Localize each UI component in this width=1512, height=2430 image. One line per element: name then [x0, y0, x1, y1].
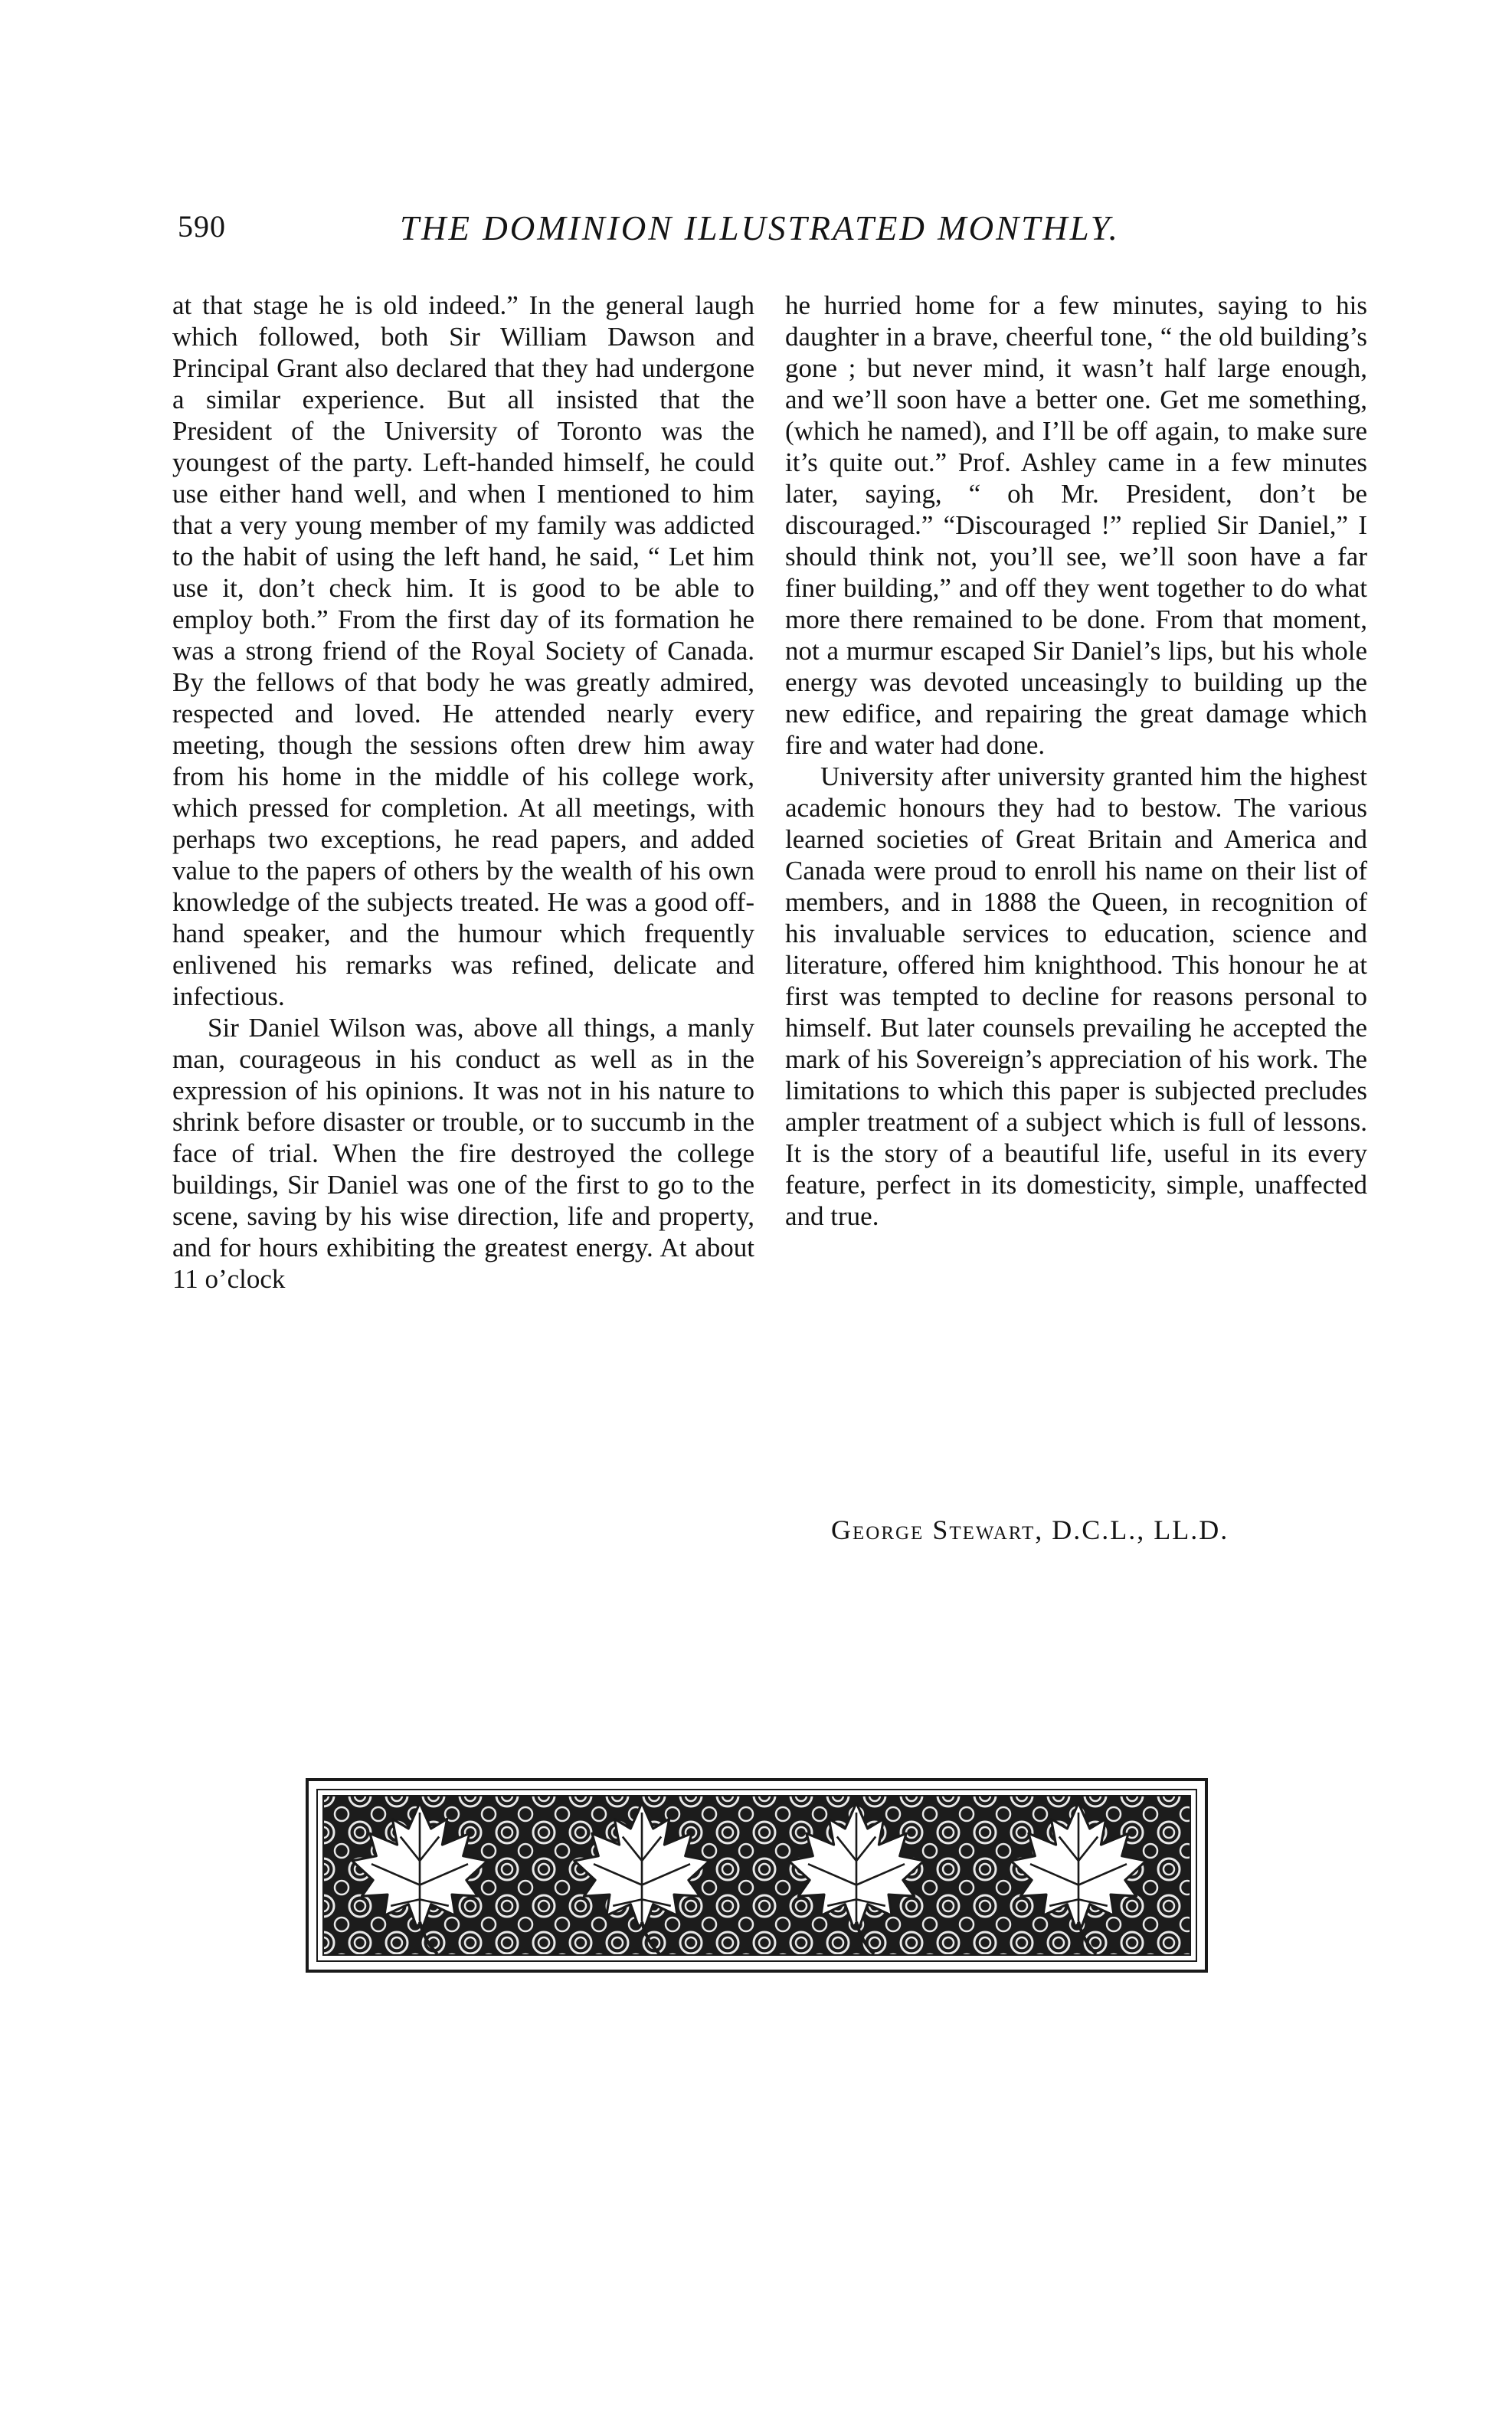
author-signature: George Stewart, D.C.L., LL.D.: [831, 1515, 1229, 1545]
right-column: [785, 290, 1367, 1232]
right-paragraph-2: University after university granted him the highest academic honours they had to bestow. The various learned societies of Great Britain and America and Canada were proud to enroll his name on their list of members, and in 1888 the Queen, in recognition of his invaluable services to education, science and literature, offered him knighthood. This honour he at first was tempted to decline for reasons personal to himself. But later counsels prevailing he accepted the mark of his Sovereign’s appreciation of his work. The limitations to which this paper is subjected precludes ampler treatment of a subject which is full of lessons. It is the story of a beautiful life, useful in its every feature, perfect in its domesticity, simple, unaffected and true.: [785, 761, 1367, 1231]
journal-title: THE DOMINION ILLUSTRATED MONTHLY.: [400, 209, 1120, 247]
left-paragraph-1: at that stage he is old indeed.” In the general laugh which followed, both Sir William Dawson and Principal Grant also declared that they had undergone a similar experience. But all insisted that the President of the University of Toronto was the youngest of the party. Left-handed himself, he could use either hand well, and when I mentioned to him that a very young member of my family was addicted to the habit of using the left hand, he said, “ Let him use it, don’t check him. It is good to be able to employ both.” From the first day of its formation he was a strong friend of the Royal Society of Canada. By the fellows of that body he was greatly admired, respected and loved. He attended nearly every meeting, though the sessions often drew him away from his home in the middle of his college work, which pressed for completion. At all meetings, with perhaps two exceptions, he read papers, and added value to the papers of others by the wealth of his own knowledge of the subjects treated. He was a good off-hand speaker, and the humour which frequently enlivened his remarks was refined, delicate and infectious.: [172, 290, 754, 1011]
running-head: [178, 208, 1166, 254]
right-paragraph-1: he hurried home for a few minutes, saying to his daughter in a brave, cheerful tone, “ the old building’s gone ; but never mind, it wasn’t half large enough, and we’ll soon have a better one. Get me something, (which he named), and I’ll be off again, to make sure it’s quite out.” Prof. Ashley came in a few minutes later, saying, “ oh Mr. President, don’t be discouraged.” “Discouraged !” replied Sir Daniel,” I should think not, you’ll see, we’ll soon have a far finer building,” and off they went together to do what more there remained to be done. From that moment, not a murmur escaped Sir Daniel’s lips, but his whole energy was devoted unceasingly to building up the new edifice, and repairing the great damage which fire and water had done.: [785, 290, 1367, 760]
maple-leaf-tailpiece-icon: [305, 1777, 1209, 1973]
left-paragraph-2: Sir Daniel Wilson was, above all things, a manly man, courageous in his conduct as well as in the expression of his opinions. It was not in his nature to shrink before disaster or trouble, or to succumb in the face of trial. When the fire destroyed the college buildings, Sir Daniel was one of the first to go to the scene, saving by his wise direction, life and property, and for hours exhibiting the greatest energy. At about 11 o’clock: [172, 1013, 754, 1294]
page-number: 590: [178, 209, 226, 244]
left-column: [172, 290, 754, 1295]
